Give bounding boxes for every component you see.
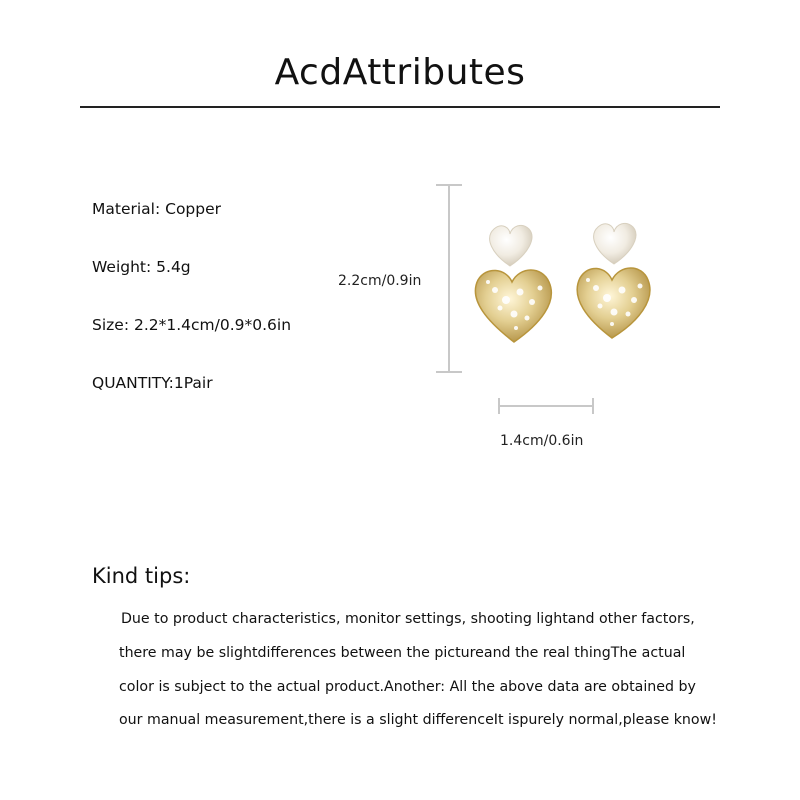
width-ruler (499, 398, 593, 414)
right-pearl-heart (594, 223, 636, 264)
left-pearl-heart (490, 225, 532, 266)
page-title: AcdAttributes (274, 52, 526, 93)
attribute-weight: Weight: 5.4g (92, 258, 191, 276)
width-dimension-label: 1.4cm/0.6in (500, 433, 584, 449)
attribute-material: Material: Copper (92, 200, 222, 218)
tips-line: Due to product characteristics, monitor settings, shooting lightand other factors, (121, 611, 695, 627)
tips-line: our manual measurement,there is a slight differenceIt ispurely normal,please know! (119, 712, 717, 728)
height-ruler (436, 185, 462, 372)
tips-heading: Kind tips: (92, 564, 191, 588)
tips-line: color is subject to the actual product.Another: All the above data are obtained by (119, 679, 696, 695)
attribute-size: Size: 2.2*1.4cm/0.9*0.6in (92, 316, 292, 334)
height-dimension-label: 2.2cm/0.9in (338, 273, 422, 289)
right-earring (577, 223, 650, 338)
tips-line: there may be slightdifferences between the pictureand the real thingThe actual (119, 645, 686, 661)
left-earring (475, 225, 551, 342)
attribute-quantity: QUANTITY:1Pair (92, 374, 213, 392)
